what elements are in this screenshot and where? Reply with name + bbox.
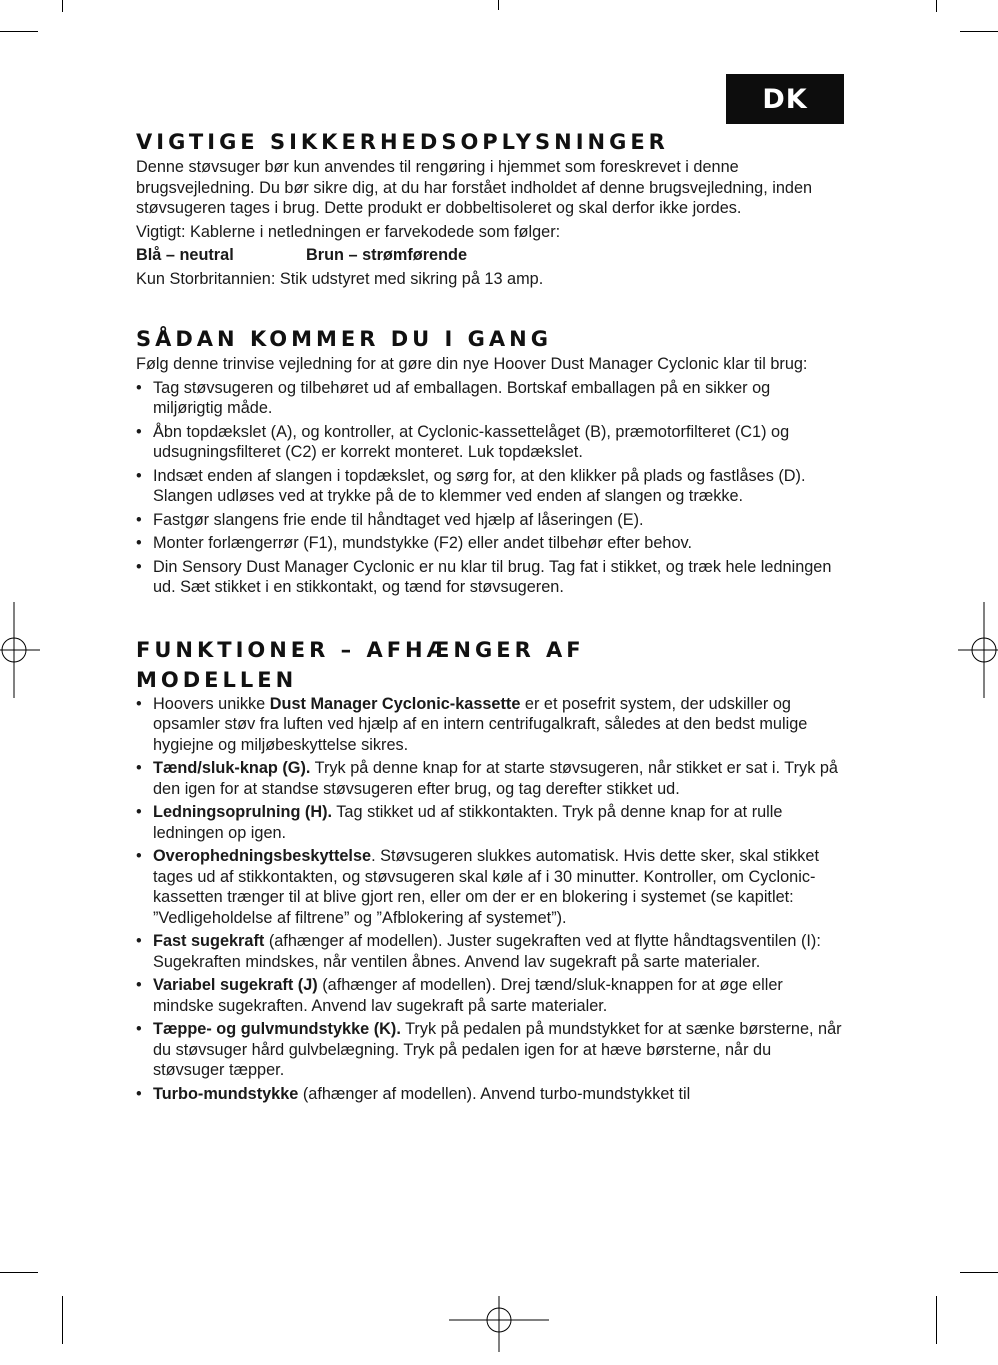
crop-mark [936, 1296, 937, 1344]
list-item [136, 557, 844, 598]
bullet: • [136, 759, 142, 777]
crop-mark [0, 1272, 38, 1273]
list-item [136, 846, 844, 928]
features-list [136, 694, 844, 1105]
step-text: Fastgør slangens frie ende til håndtaget ved hjælp af låseringen (E). [153, 510, 644, 529]
bullet: • [136, 422, 142, 441]
feature-text: (afhænger af modellen). Drej tænd/sluk-knappen for at øge eller mindske sugekraften. Anvend lav sugekraft på sarte materialer. [153, 976, 783, 1015]
feature-text: (afhænger af modellen). Anvend turbo-mundstykket til [298, 1084, 691, 1103]
feature-title: Overophedningsbeskyttelse [153, 847, 372, 865]
feature-title: Tænd/sluk-knap (G). [153, 759, 311, 777]
bullet: • [136, 847, 142, 865]
feature-text: Tag stikket ud af stikkontakten. Tryk på denne knap for at rulle ledningen op igen. [153, 803, 783, 842]
feature-title: Variabel sugekraft (J) [153, 976, 318, 994]
feature-text: er et posefrit system, der udskiller og opsamler støv fra luften ved hjælp af en intern centrifugalkraft, således at den bedst mulige hygiejne og miljøbeskyttelse sikres. [153, 694, 808, 754]
list-item [136, 533, 844, 554]
step-text: Tag støvsugeren og tilbehøret ud af emballagen. Bortskaf emballagen på en sikker og miljørigtig måde. [153, 378, 771, 417]
feature-text: Tryk på pedalen på mundstykket for at sænke børsterne, når du støvsuger hård gulvbelægning. Tryk på pedalen igen for at hæve børsterne, når du støvsuger tæpper. [153, 1020, 842, 1079]
step-text: Monter forlængerrør (F1), mundstykke (F2) eller andet tilbehør efter behov. [153, 534, 692, 552]
crop-mark [960, 31, 998, 32]
feature-title: Ledningsoprulning (H). [153, 803, 333, 821]
uk-note: Kun Storbritannien: Stik udstyret med sikring på 13 amp. [136, 269, 544, 288]
registration-mark-bottom [449, 1296, 549, 1352]
getting-started-heading: SÅDAN KOMMER DU I GANG [136, 327, 552, 351]
list-item [136, 1084, 844, 1105]
list-item [136, 975, 844, 1016]
feature-pre: Hoovers unikke [153, 694, 270, 713]
step-text: Din Sensory Dust Manager Cyclonic er nu klar til brug. Tag fat i stikket, og træk hele ledningen ud. Sæt stikket i en stikkontakt, og tænd for støvsugeren. [153, 557, 832, 596]
list-item [136, 1019, 844, 1081]
list-item [136, 466, 844, 507]
feature-text: . Støvsugeren slukkes automatisk. Hvis dette sker, skal stikket tages ud af stikkontakten, og støvsugeren skal køle af i 30 minutter. Kontroller, om Cyclonic-kassetten trænger til at blive gjort ren, eller om der er en blokering i systemet (se kapitlet: ”Vedligeholdelse af filtrene” og ”Afblokering af systemet”). [153, 847, 819, 927]
crop-mark [936, 0, 937, 12]
registration-mark-right [958, 602, 998, 698]
list-item [136, 758, 844, 799]
safety-intro: Denne støvsuger bør kun anvendes til rengøring i hjemmet som foreskrevet i denne brugsvejledning. Du bør sikre dig, at du har forstået indholdet af denne brugsvejledning, inden støvsugeren tages i brug. Dette produkt er dobbeltisoleret og skal derfor ikke jordes. [136, 158, 813, 217]
list-item [136, 802, 844, 843]
bullet: • [136, 1020, 142, 1038]
wire-blue: Blå – neutral [136, 246, 234, 264]
bullet: • [136, 1084, 142, 1103]
bullet: • [136, 466, 142, 485]
list-item [136, 694, 844, 756]
crop-mark [960, 1272, 998, 1273]
feature-title: Tæppe- og gulvmundstykke (K). [153, 1020, 401, 1038]
bullet: • [136, 510, 142, 529]
feature-text: (afhænger af modellen). Juster sugekraften ved at flytte håndtagsventilen (I): Sugekraften mindskes, når ventilen åbnes. Anvend lav sugekraft på sarte materialer. [153, 932, 821, 971]
feature-text: Tryk på denne knap for at starte støvsugeren, når stikket er sat i. Tryk på den igen for at standse støvsugeren efter brug, og tag derefter stikket ud. [153, 759, 838, 798]
language-tab: DK [726, 74, 844, 124]
safety-heading: VIGTIGE SIKKERHEDSOPLYSNINGER [136, 130, 669, 154]
crop-mark [62, 1296, 63, 1344]
features-heading-line1: FUNKTIONER – AFHÆNGER AF [136, 637, 585, 662]
bullet: • [136, 976, 142, 994]
step-text: Åbn topdækslet (A), og kontroller, at Cyclonic-kassettelåget (B), præmotorfilteret (C1) og udsugningsfilteret (C2) er korrekt monteret. Luk topdækslet. [153, 422, 790, 461]
bullet: • [136, 557, 142, 576]
crop-mark [0, 31, 38, 32]
bullet: • [136, 803, 142, 821]
features-heading-line2: MODELLEN [136, 667, 298, 692]
feature-title: Turbo-mundstykke [153, 1084, 299, 1103]
steps-list [136, 378, 844, 598]
bullet: • [136, 534, 142, 552]
wire-colors [136, 245, 844, 266]
feature-title: Fast sugekraft [153, 932, 265, 950]
feature-title: Dust Manager Cyclonic-kassette [269, 694, 521, 713]
registration-mark-left [0, 602, 40, 698]
list-item [136, 378, 844, 419]
step-text: Indsæt enden af slangen i topdækslet, og sørg for, at den klikker på plads og fastlåses (D). Slangen udløses ved at trykke på de to klemmer ved enden af slangen og trække. [153, 466, 806, 505]
bullet: • [136, 932, 142, 950]
page-content [136, 127, 844, 1107]
bullet: • [136, 694, 142, 713]
cable-note: Vigtigt: Kablerne i netledningen er farvekodede som følger: [136, 222, 561, 241]
list-item [136, 510, 844, 531]
crop-mark [62, 0, 63, 12]
list-item [136, 422, 844, 463]
bullet: • [136, 378, 142, 397]
wire-brown: Brun – strømførende [306, 246, 468, 264]
getting-started-intro: Følg denne trinvise vejledning for at gøre din nye Hoover Dust Manager Cyclonic klar til brug: [136, 355, 808, 373]
crop-mark [498, 0, 499, 10]
list-item [136, 931, 844, 972]
